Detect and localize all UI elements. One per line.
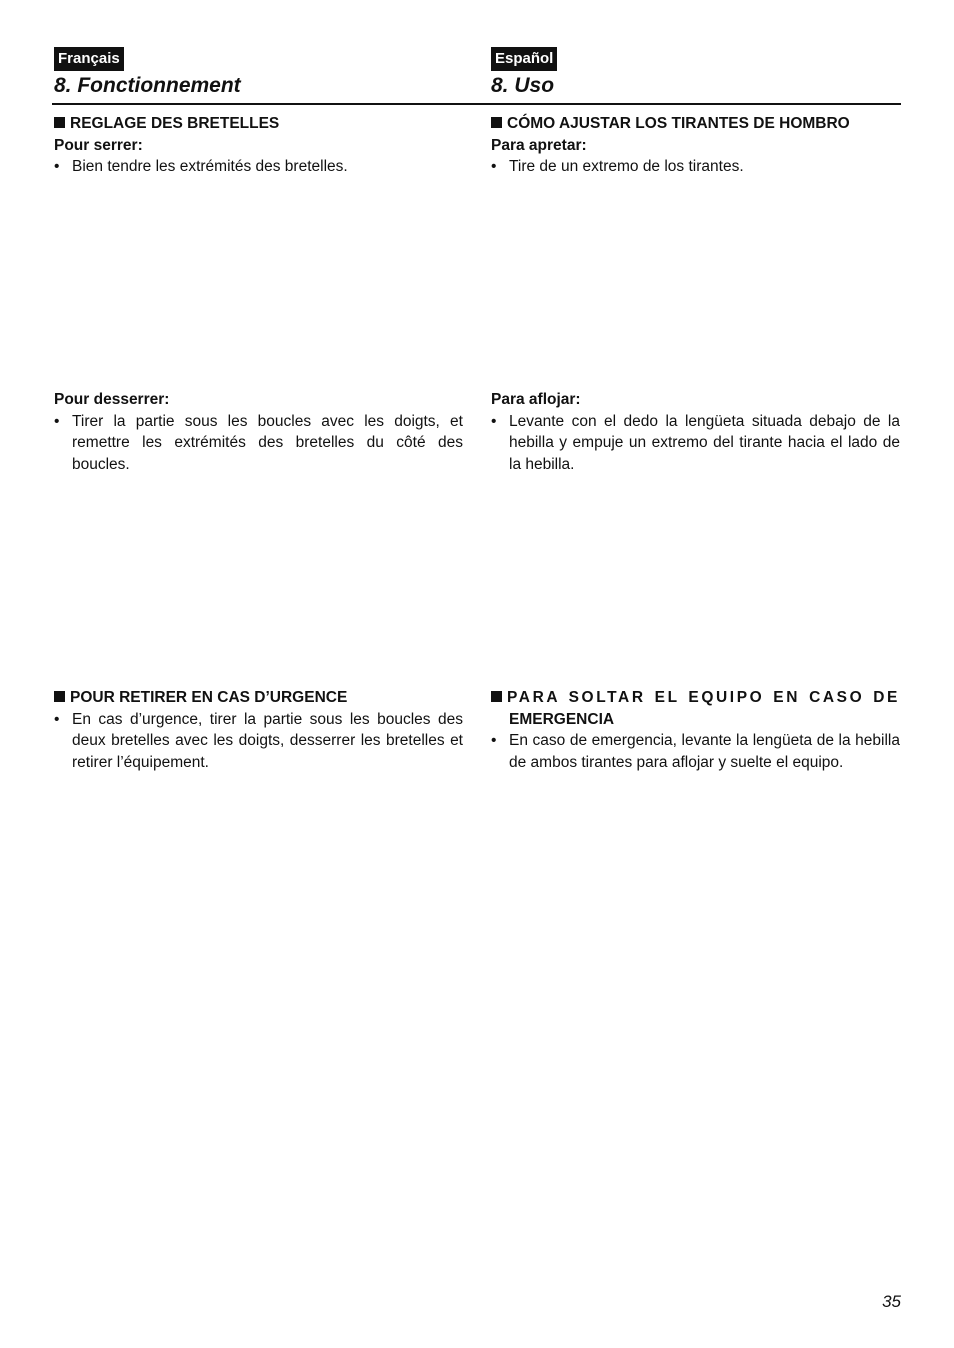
section-heading-continued: EMERGENCIA xyxy=(509,710,615,728)
bullet-item: • Levante con el dedo la lengüeta situada debajo de la hebilla y empuje un extremo del tirante hacia el lado de la hebilla. xyxy=(491,412,900,473)
section-strap-adjust-es xyxy=(491,113,900,178)
bullet-item: • Tire de un extremo de los tirantes. xyxy=(491,156,900,178)
section-strap-adjust-fr xyxy=(54,113,463,178)
square-bullet-icon xyxy=(54,691,65,702)
square-bullet-icon xyxy=(54,117,65,128)
subheading-tighten: Para apretar: xyxy=(491,136,587,154)
section-heading: PARA SOLTAR EL EQUIPO EN CASO DE xyxy=(491,687,900,709)
language-tag-french: Français xyxy=(54,47,124,71)
section-heading: REGLAGE DES BRETELLES xyxy=(54,113,463,135)
header-rule xyxy=(52,103,901,105)
bullet-item: • Tirer la partie sous les boucles avec les doigts, et remettre les extrémités des bretelles du côté des boucles. xyxy=(54,412,463,473)
chapter-title-spanish: 8. Uso xyxy=(491,74,555,97)
bullet-dot-icon: • xyxy=(491,412,497,430)
subheading-loosen: Para aflojar: xyxy=(491,391,581,408)
section-heading: CÓMO AJUSTAR LOS TIRANTES DE HOMBRO xyxy=(491,113,900,135)
page-number: 35 xyxy=(882,1292,901,1311)
section-loosen-es xyxy=(491,389,900,475)
section-heading: POUR RETIRER EN CAS D’URGENCE xyxy=(54,687,463,709)
bullet-dot-icon: • xyxy=(54,710,60,728)
subheading-tighten: Pour serrer: xyxy=(54,136,143,154)
square-bullet-icon xyxy=(491,691,502,702)
bullet-item: • En caso de emergencia, levante la lengüeta de la hebilla de ambos tirantes para aflojar y suelte el equipo. xyxy=(491,732,900,771)
bullet-dot-icon: • xyxy=(54,158,60,175)
bullet-dot-icon: • xyxy=(491,732,497,749)
section-loosen-fr xyxy=(54,389,463,475)
bullet-dot-icon: • xyxy=(491,158,497,175)
bullet-item: • Bien tendre les extrémités des bretelles. xyxy=(54,156,463,178)
subheading-loosen: Pour desserrer: xyxy=(54,391,170,408)
section-emergency-fr xyxy=(54,687,463,773)
chapter-title-french: 8. Fonctionnement xyxy=(54,74,241,97)
bullet-dot-icon: • xyxy=(54,412,60,430)
language-tag-spanish: Español xyxy=(491,47,557,71)
square-bullet-icon xyxy=(491,117,502,128)
bullet-item: • En cas d’urgence, tirer la partie sous les boucles des deux bretelles avec les doigts, desserrer les bretelles et retirer l’équipement. xyxy=(54,710,463,771)
section-emergency-es xyxy=(491,687,900,773)
